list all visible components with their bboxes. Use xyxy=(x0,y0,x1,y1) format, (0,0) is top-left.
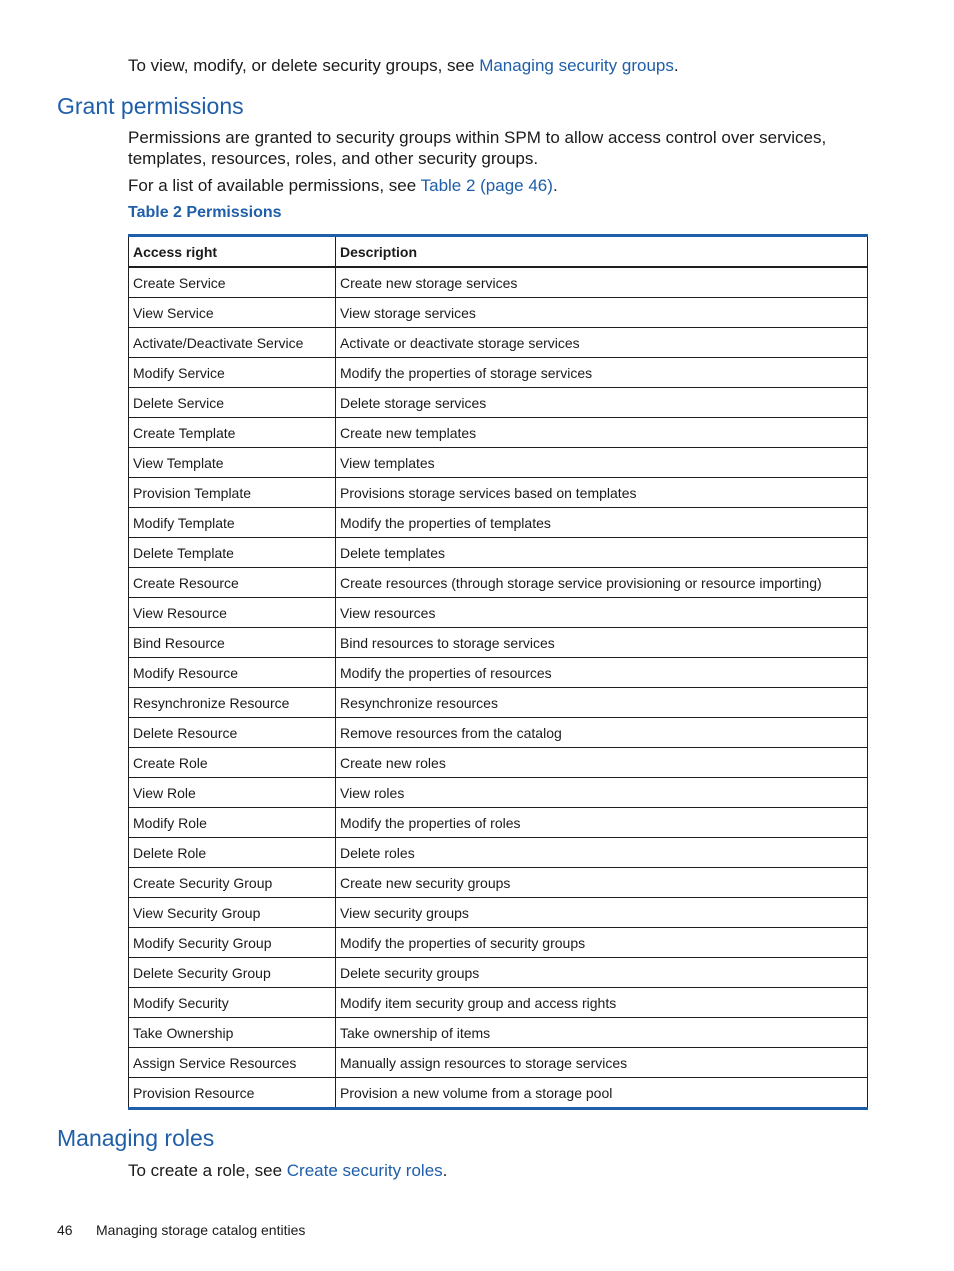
table-2-link[interactable]: Table 2 (page 46) xyxy=(420,176,553,195)
table-row xyxy=(129,448,868,478)
table-row xyxy=(129,928,868,958)
table-row xyxy=(129,1018,868,1048)
table-row xyxy=(129,478,868,508)
description-cell: Create new templates xyxy=(336,418,868,448)
access-right-cell: View Security Group xyxy=(129,898,336,928)
grant-permissions-paragraph: Permissions are granted to security groups within SPM to allow access control over services, templates, resources, roles, and other security groups. xyxy=(128,128,827,168)
access-right-cell: View Role xyxy=(129,778,336,808)
access-right-cell: Create Role xyxy=(129,748,336,778)
access-right-cell: Resynchronize Resource xyxy=(129,688,336,718)
page-number: 46 xyxy=(57,1222,73,1238)
table-header-row xyxy=(129,236,868,268)
description-cell: Create new roles xyxy=(336,748,868,778)
description-cell: Resynchronize resources xyxy=(336,688,868,718)
table-row xyxy=(129,838,868,868)
managing-security-groups-link[interactable]: Managing security groups xyxy=(479,56,674,75)
description-cell: Manually assign resources to storage services xyxy=(336,1048,868,1078)
table-row xyxy=(129,748,868,778)
description-cell: View roles xyxy=(336,778,868,808)
table-row xyxy=(129,988,868,1018)
access-right-cell: Modify Service xyxy=(129,358,336,388)
page-footer xyxy=(57,1222,305,1238)
table-row xyxy=(129,868,868,898)
description-cell: Create resources (through storage service provisioning or resource importing) xyxy=(336,568,868,598)
description-cell: Take ownership of items xyxy=(336,1018,868,1048)
table-row xyxy=(129,658,868,688)
access-right-cell: Create Service xyxy=(129,267,336,298)
description-cell: Create new storage services xyxy=(336,267,868,298)
access-right-cell: Modify Security xyxy=(129,988,336,1018)
description-cell: View security groups xyxy=(336,898,868,928)
description-cell: Delete roles xyxy=(336,838,868,868)
access-right-cell: Delete Role xyxy=(129,838,336,868)
description-cell: Delete security groups xyxy=(336,958,868,988)
access-right-cell: Modify Role xyxy=(129,808,336,838)
permissions-table xyxy=(128,234,868,1110)
table-row xyxy=(129,508,868,538)
table-row xyxy=(129,898,868,928)
table-caption: Table 2 Permissions xyxy=(128,204,282,221)
chapter-title: Managing storage catalog entities xyxy=(96,1222,306,1238)
permissions-reference-paragraph: For a list of available permissions, see Table 2 (page 46). xyxy=(128,176,558,195)
description-cell: View templates xyxy=(336,448,868,478)
access-right-cell: Provision Resource xyxy=(129,1078,336,1109)
access-right-cell: Activate/Deactivate Service xyxy=(129,328,336,358)
table-row xyxy=(129,808,868,838)
table-row xyxy=(129,778,868,808)
description-cell: View storage services xyxy=(336,298,868,328)
access-right-cell: Take Ownership xyxy=(129,1018,336,1048)
table-row xyxy=(129,958,868,988)
description-cell: Delete templates xyxy=(336,538,868,568)
description-cell: Bind resources to storage services xyxy=(336,628,868,658)
description-cell: Provisions storage services based on templates xyxy=(336,478,868,508)
access-right-cell: View Service xyxy=(129,298,336,328)
description-cell: Modify the properties of storage services xyxy=(336,358,868,388)
table-row xyxy=(129,568,868,598)
table-row xyxy=(129,298,868,328)
access-right-cell: Create Template xyxy=(129,418,336,448)
access-right-cell: Provision Template xyxy=(129,478,336,508)
description-cell: Activate or deactivate storage services xyxy=(336,328,868,358)
description-cell: Delete storage services xyxy=(336,388,868,418)
description-cell: Modify the properties of templates xyxy=(336,508,868,538)
create-security-roles-link[interactable]: Create security roles xyxy=(286,1161,443,1180)
column-header-description: Description xyxy=(336,236,868,268)
intro-paragraph: To view, modify, or delete security groups, see Managing security groups. xyxy=(128,56,679,75)
table-row xyxy=(129,628,868,658)
table-row xyxy=(129,388,868,418)
table-row xyxy=(129,538,868,568)
description-cell: Modify the properties of roles xyxy=(336,808,868,838)
description-cell: Create new security groups xyxy=(336,868,868,898)
table-row xyxy=(129,598,868,628)
managing-roles-paragraph: To create a role, see Create security roles. xyxy=(128,1161,448,1180)
description-cell: Modify item security group and access rights xyxy=(336,988,868,1018)
description-cell: Provision a new volume from a storage pool xyxy=(336,1078,868,1109)
table-row xyxy=(129,718,868,748)
access-right-cell: Create Security Group xyxy=(129,868,336,898)
description-cell: View resources xyxy=(336,598,868,628)
table-row xyxy=(129,1078,868,1109)
access-right-cell: Delete Service xyxy=(129,388,336,418)
column-header-access-right: Access right xyxy=(129,236,336,268)
access-right-cell: Delete Security Group xyxy=(129,958,336,988)
access-right-cell: Assign Service Resources xyxy=(129,1048,336,1078)
access-right-cell: View Template xyxy=(129,448,336,478)
table-row xyxy=(129,267,868,298)
permissions-table-body xyxy=(129,267,868,1109)
description-cell: Modify the properties of resources xyxy=(336,658,868,688)
access-right-cell: Modify Resource xyxy=(129,658,336,688)
table-row xyxy=(129,328,868,358)
description-cell: Remove resources from the catalog xyxy=(336,718,868,748)
table-row xyxy=(129,688,868,718)
table-row xyxy=(129,358,868,388)
table-row xyxy=(129,1048,868,1078)
access-right-cell: Create Resource xyxy=(129,568,336,598)
access-right-cell: Bind Resource xyxy=(129,628,336,658)
grant-permissions-heading: Grant permissions xyxy=(57,93,244,119)
access-right-cell: Modify Security Group xyxy=(129,928,336,958)
description-cell: Modify the properties of security groups xyxy=(336,928,868,958)
table-row xyxy=(129,418,868,448)
access-right-cell: View Resource xyxy=(129,598,336,628)
managing-roles-heading: Managing roles xyxy=(57,1125,215,1151)
access-right-cell: Modify Template xyxy=(129,508,336,538)
access-right-cell: Delete Resource xyxy=(129,718,336,748)
access-right-cell: Delete Template xyxy=(129,538,336,568)
